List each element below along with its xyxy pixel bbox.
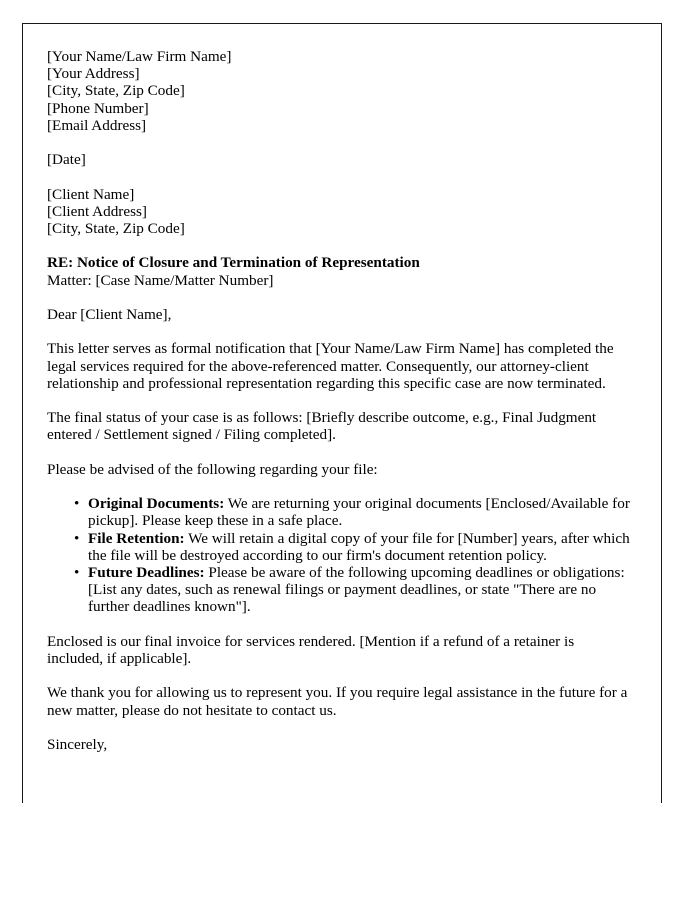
paragraph-notification: This letter serves as formal notification that [Your Name/Law Firm Name] has completed the legal services required for the above-referenced matter. Consequently, our attorney-client relationship and professional representation regarding this specific case are now terminated. — [47, 340, 614, 392]
bullet-icon: • — [74, 495, 80, 513]
paragraph-file-intro: Please be advised of the following regarding your file: — [47, 460, 378, 478]
recipient-name-line: [Client Name] — [47, 185, 135, 203]
sender-phone-line: [Phone Number] — [47, 99, 149, 117]
date-line: [Date] — [47, 151, 86, 169]
list-item-text: Please be aware of the following upcoming deadlines or obligations: [List any dates, such as renewal filings or payment deadlines, or state "There are no further deadlines known"]. — [88, 563, 625, 616]
recipient-city-line: [City, State, Zip Code] — [47, 220, 185, 237]
spacer — [47, 719, 630, 736]
sender-street-line: [Your Address] — [47, 65, 140, 83]
matter-line: Matter: [Case Name/Matter Number] — [47, 271, 274, 289]
spacer — [47, 323, 630, 340]
spacer — [47, 134, 630, 151]
list-item-text: We are returning your original documents [Enclosed/Available for pickup]. Please keep these in a safe place. — [88, 495, 630, 530]
sender-email-line: [Email Address] — [47, 116, 147, 134]
list-item-lead: Original Documents: — [88, 495, 225, 513]
spacer — [47, 168, 630, 185]
paragraph-final-status: The final status of your case is as follows: [Briefly describe outcome, e.g., Final Judgment entered / Settlement signed / Filing completed]. — [47, 409, 597, 444]
closing-line: Sincerely, — [47, 735, 108, 753]
spacer — [47, 289, 630, 306]
salutation: Dear [Client Name], — [47, 305, 172, 323]
sender-address-block — [47, 48, 630, 134]
spacer — [47, 616, 630, 633]
list-item — [47, 564, 630, 616]
spacer — [47, 478, 630, 495]
spacer — [47, 444, 630, 461]
subject-line: RE: Notice of Closure and Termination of Representation — [47, 254, 420, 272]
recipient-address-block — [47, 186, 630, 238]
list-item — [47, 495, 630, 529]
list-item — [47, 530, 630, 564]
letter-content — [47, 48, 630, 753]
list-item-text: We will retain a digital copy of your file for [Number] years, after which the file will be destroyed according to our firm's document retention policy. — [88, 529, 630, 564]
bullet-icon: • — [74, 563, 80, 581]
spacer — [47, 667, 630, 684]
bullet-icon: • — [74, 529, 80, 547]
sender-name-line: [Your Name/Law Firm Name] — [47, 48, 232, 65]
paragraph-thank-you: We thank you for allowing us to represent you. If you require legal assistance in the future for a new matter, please do not hesitate to contact us. — [47, 684, 628, 719]
paragraph-final-invoice: Enclosed is our final invoice for services rendered. [Mention if a refund of a retainer is included, if applicable]. — [47, 632, 575, 667]
sender-city-line: [City, State, Zip Code] — [47, 82, 185, 100]
spacer — [47, 392, 630, 409]
list-item-lead: File Retention: — [88, 529, 185, 547]
file-information-list — [47, 495, 630, 615]
spacer — [47, 237, 630, 254]
list-item-lead: Future Deadlines: — [88, 563, 205, 581]
recipient-street-line: [Client Address] — [47, 202, 147, 220]
